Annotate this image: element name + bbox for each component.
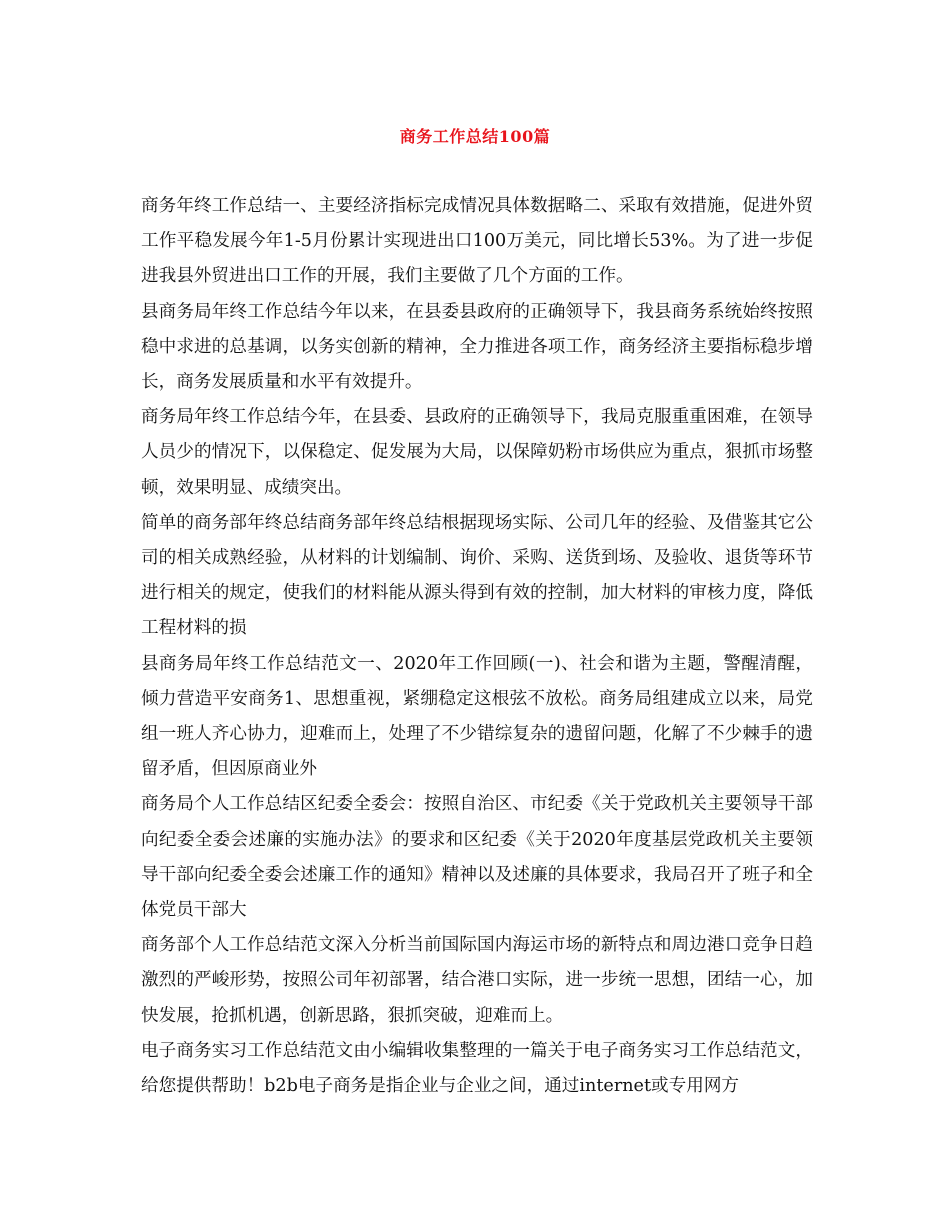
paragraph: 电子商务实习工作总结范文由小编辑收集整理的一篇关于电子商务实习工作总结范文，给您提供帮助！b2b电子商务是指企业与企业之间，通过internet或专用网方 bbox=[141, 1040, 813, 1097]
document-title: 商务工作总结100篇 bbox=[399, 127, 551, 146]
paragraph: 简单的商务部年终总结商务部年终总结根据现场实际、公司几年的经验、及借鉴其它公司的相关成熟经验，从材料的计划编制、询价、采购、送货到场、及验收、退货等环节进行相关的规定，使我们的材料能从源头得到有效的控制，加大材料的审核力度，降低工程材料的损 bbox=[141, 512, 813, 639]
document-body bbox=[141, 189, 813, 1104]
paragraph: 县商务局年终工作总结范文一、2020年工作回顾(一)、社会和谐为主题，警醒清醒，倾力营造平安商务1、思想重视，紧绷稳定这根弦不放松。商务局组建成立以来，局党组一班人齐心协力，迎难而上，处理了不少错综复杂的遗留问题，化解了不少棘手的遗留矛盾，但因原商业外 bbox=[141, 653, 813, 780]
paragraph: 商务局个人工作总结区纪委全委会：按照自治区、市纪委《关于党政机关主要领导干部向纪委全委会述廉的实施办法》的要求和区纪委《关于2020年度基层党政机关主要领导干部向纪委全委会述廉工作的通知》精神以及述廉的具体要求，我局召开了班子和全体党员干部大 bbox=[141, 794, 813, 921]
paragraph: 商务局年终工作总结今年，在县委、县政府的正确领导下，我局克服重重困难，在领导人员少的情况下，以保稳定、促发展为大局，以保障奶粉市场供应为重点，狠抓市场整顿，效果明显、成绩突出。 bbox=[141, 407, 813, 498]
paragraph: 商务年终工作总结一、主要经济指标完成情况具体数据略二、采取有效措施，促进外贸工作平稳发展今年1-5月份累计实现进出口100万美元，同比增长53%。为了进一步促进我县外贸进出口工作的开展，我们主要做了几个方面的工作。 bbox=[141, 196, 813, 287]
paragraph: 县商务局年终工作总结今年以来，在县委县政府的正确领导下，我县商务系统始终按照稳中求进的总基调，以务实创新的精神，全力推进各项工作，商务经济主要指标稳步增长，商务发展质量和水平有效提升。 bbox=[141, 301, 813, 393]
paragraph: 商务部个人工作总结范文深入分析当前国际国内海运市场的新特点和周边港口竞争日趋激烈的严峻形势，按照公司年初部署，结合港口实际，进一步统一思想，团结一心，加快发展，抢抓机遇，创新思路，狠抓突破，迎难而上。 bbox=[141, 935, 813, 1026]
